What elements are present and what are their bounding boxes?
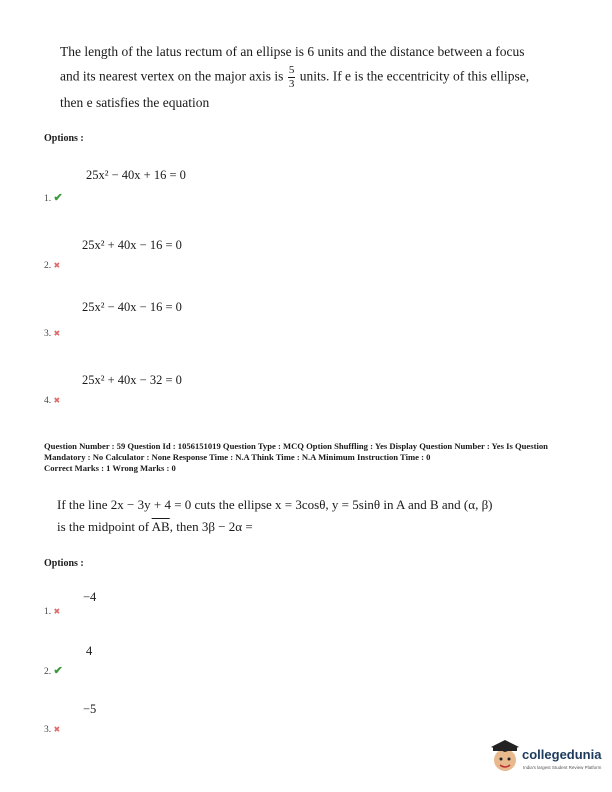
q58-option-3-equation: 25x² − 40x − 16 = 0 (82, 300, 182, 314)
q58-option-4-equation: 25x² + 40x − 32 = 0 (82, 373, 182, 387)
logo-tagline: India's largest Student Review Platform (523, 765, 602, 770)
q58-option-1-label (44, 191, 63, 204)
correct-check-icon: ✔ (53, 665, 63, 677)
q58-text-line3: then e satisfies the equation (60, 95, 210, 110)
q59-marks: Correct Marks : 1 Wrong Marks : 0 (44, 463, 176, 473)
q59-option-2-label (44, 664, 63, 677)
q58-text-line1: The length of the latus rectum of an ellipse is 6 units and the distance between a focus (60, 44, 525, 59)
q58-option-4-label (44, 396, 60, 406)
wrong-cross-icon: ✖ (53, 329, 61, 338)
q59-metadata: Question Number : 59 Question Id : 1056151019 Question Type : MCQ Option Shuffling : Yes Display Question Number : Yes Is Question Mandatory : No Calculator : None Response Time : N.A Think Time : N.A Minimum Instruction Time : 0 (44, 441, 548, 462)
q58-options-label: Options : (44, 133, 84, 144)
logo-name: collegedunia (522, 747, 602, 762)
correct-check-icon: ✔ (53, 192, 63, 204)
q58-fraction-den: 3 (288, 78, 295, 90)
option-number: 1. (44, 607, 52, 617)
q59-line2-pre: is the midpoint of (57, 519, 150, 534)
option-number: 3. (44, 725, 52, 735)
q59-text-line1: If the line 2x − 3y + 4 = 0 cuts the ellipse x = 3cosθ, y = 5sinθ in A and B and (α, β) (57, 497, 493, 512)
q59-segment-ab: $\overline{AB}$ (151, 519, 170, 534)
option-number: 2. (44, 667, 52, 677)
q59-line2-post: , then 3β − 2α = (169, 519, 253, 534)
q59-option-1-value: −4 (83, 590, 97, 604)
q58-option-2-label (44, 261, 60, 271)
q59-option-3-label (44, 725, 60, 735)
q58-line2-post: units. If e is the eccentricity of this ellipse, (299, 68, 530, 84)
wrong-cross-icon: ✖ (53, 725, 61, 734)
q58-fraction-num: 5 (288, 64, 295, 76)
q58-option-2-equation: 25x² + 40x − 16 = 0 (82, 238, 182, 252)
option-number: 2. (44, 261, 52, 271)
q58-text-line2 (60, 65, 529, 90)
wrong-cross-icon: ✖ (53, 396, 61, 405)
q59-option-1-label (44, 607, 60, 617)
q58-fraction (288, 65, 296, 90)
q58-option-1-equation: 25x² − 40x + 16 = 0 (86, 168, 186, 182)
q59-option-2-value: 4 (86, 644, 93, 658)
q58-line2-pre: and its nearest vertex on the major axis is (60, 68, 284, 84)
wrong-cross-icon: ✖ (53, 607, 61, 616)
q59-option-3-value: −5 (83, 702, 97, 716)
option-number: 3. (44, 329, 52, 339)
q59-text-line2 (57, 520, 253, 533)
graduate-mascot-icon (490, 740, 520, 776)
q59-options-label: Options : (44, 558, 84, 569)
wrong-cross-icon: ✖ (53, 261, 61, 270)
q58-option-3-label (44, 329, 60, 339)
option-number: 1. (44, 194, 52, 204)
collegedunia-logo (490, 740, 605, 780)
option-number: 4. (44, 396, 52, 406)
